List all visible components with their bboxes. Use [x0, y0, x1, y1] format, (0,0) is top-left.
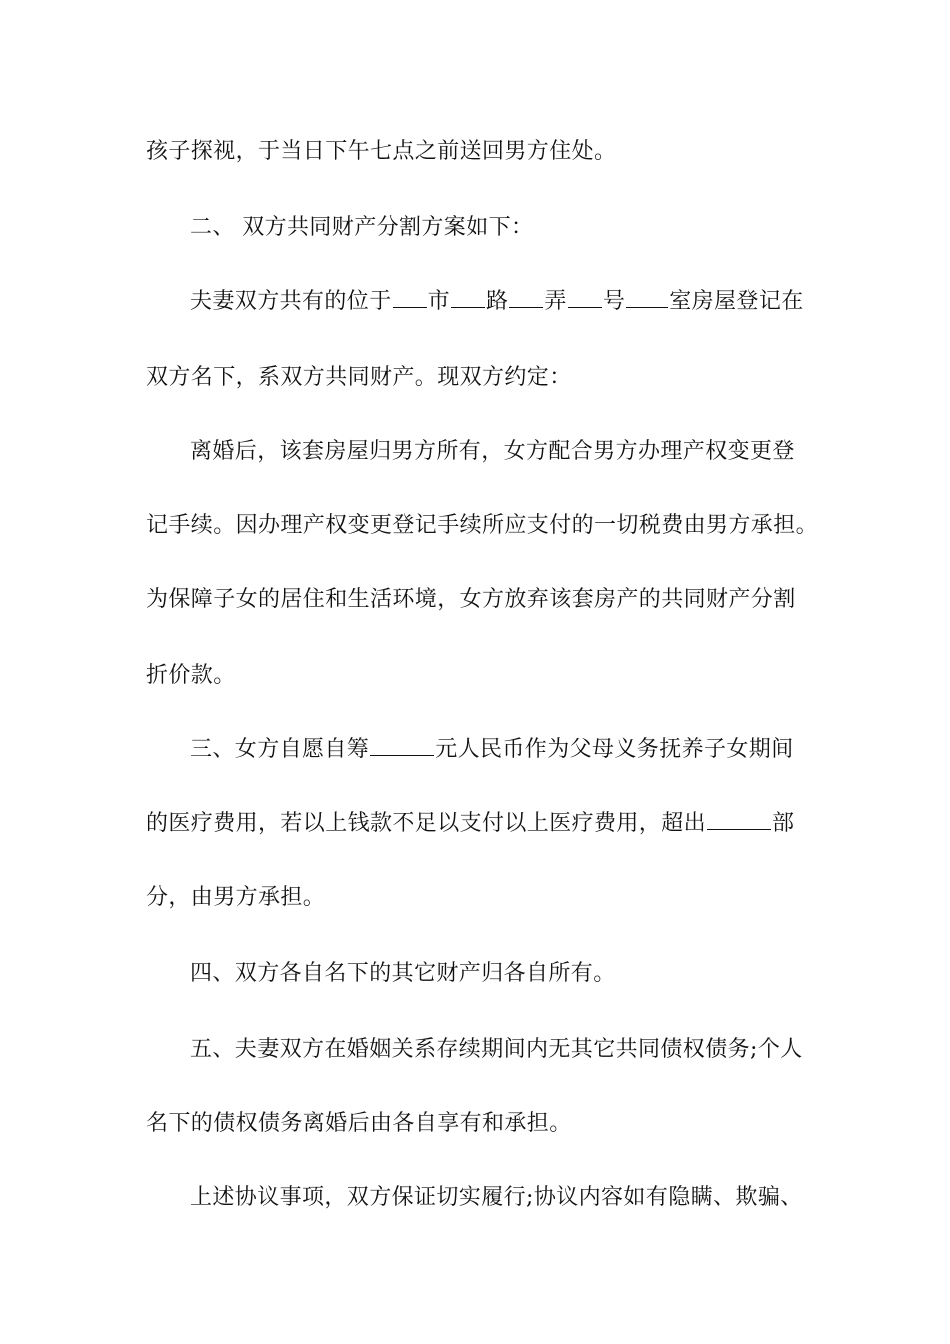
paragraph-line: [146, 883, 826, 913]
paragraph-line: [190, 437, 870, 467]
paragraph-line: [146, 585, 826, 615]
line-text: 的医疗费用，若以上钱款不足以支付以上医疗费用，超出: [146, 811, 707, 836]
line-text: 离婚后，该套房屋归男方所有，女方配合男方办理产权变更登: [190, 439, 795, 464]
line-text: 记手续。因办理产权变更登记手续所应支付的一切税费由男方承担。: [146, 513, 819, 538]
blank-field-lane: [509, 287, 543, 308]
line-text: 室房屋登记在: [669, 289, 804, 314]
paragraph-line: [146, 1109, 826, 1139]
section-heading-2: [190, 213, 870, 243]
blank-field-road: [451, 287, 485, 308]
line-text: 名下的债权债务离婚后由各自享有和承担。: [146, 1111, 572, 1136]
line-text: 上述协议事项，双方保证切实履行;协议内容如有隐瞒、欺骗、: [190, 1185, 803, 1210]
blank-field-city: [393, 287, 427, 308]
blank-field-room: [626, 287, 668, 308]
line-text: 号: [602, 289, 626, 314]
section-3-line: [190, 735, 870, 765]
blank-field-number: [568, 287, 602, 308]
line-text: 分，由男方承担。: [146, 885, 326, 910]
paragraph-line-address: [190, 287, 870, 317]
line-text: 双方名下，系双方共同财产。现双方约定：: [146, 365, 572, 390]
line-text: 四、双方各自名下的其它财产归各自所有。: [190, 961, 616, 986]
paragraph-line: [146, 661, 826, 691]
section-4-line: [190, 959, 870, 989]
line-text: 路: [486, 289, 509, 314]
line-text: 折价款。: [146, 663, 236, 688]
section-5-line: [190, 1035, 870, 1065]
blank-field-amount: [370, 735, 434, 756]
paragraph-line: [146, 809, 826, 839]
line-text: 弄: [544, 289, 567, 314]
line-text: 为保障子女的居住和生活环境，女方放弃该套房产的共同财产分割: [146, 587, 796, 612]
line-text: 夫妻双方共有的位于: [190, 289, 392, 314]
blank-field-excess: [707, 809, 771, 830]
paragraph-line: [146, 511, 826, 541]
paragraph-line: [146, 363, 826, 393]
line-text: 市: [427, 289, 451, 314]
paragraph-line: [190, 1183, 870, 1213]
line-text: 二、 双方共同财产分割方案如下：: [190, 215, 534, 240]
line-text: 部: [772, 811, 795, 836]
line-text: 元人民币作为父母义务抚养子女期间: [435, 737, 794, 762]
line-text: 孩子探视，于当日下午七点之前送回男方住处。: [146, 139, 617, 164]
line-text: 三、女方自愿自筹: [190, 737, 370, 762]
paragraph-line: [146, 137, 826, 167]
line-text: 五、夫妻双方在婚姻关系存续期间内无其它共同债权债务;个人: [190, 1037, 803, 1062]
